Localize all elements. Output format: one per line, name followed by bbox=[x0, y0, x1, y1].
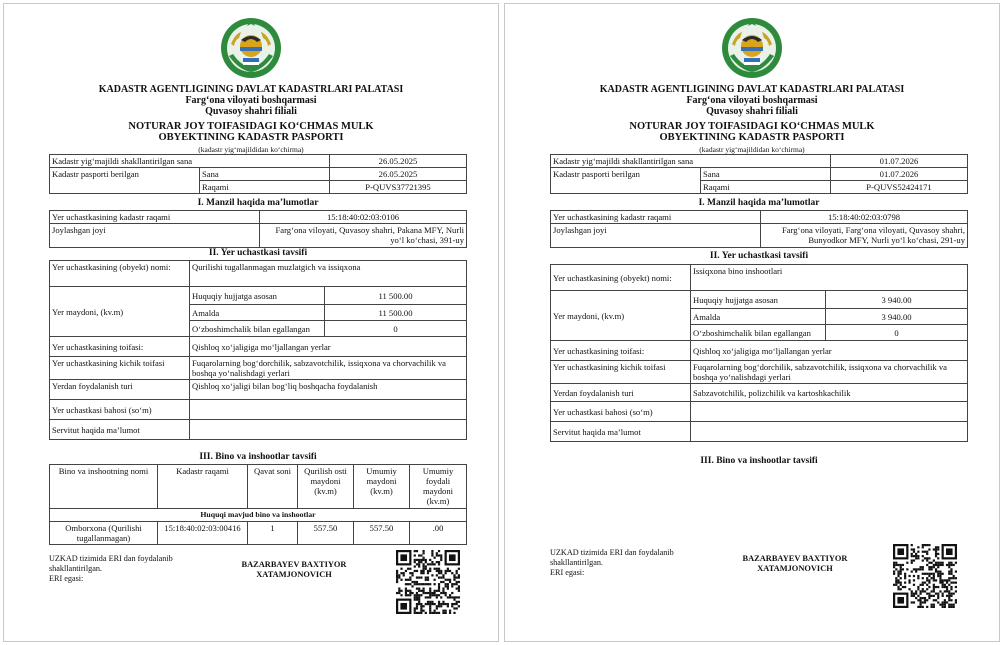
formed-date-value: 01.07.2026 bbox=[831, 155, 968, 168]
land-value-value bbox=[190, 400, 467, 420]
passport-number-label: Raqami bbox=[701, 181, 831, 194]
buildings-subheader: Huquqi mavjud bino va inshootlar bbox=[50, 509, 467, 522]
location-label: Joylashgan joyi bbox=[50, 224, 260, 248]
land-category-value: Qishloq xo‘jaligiga mo‘ljallangan yerlar bbox=[691, 341, 968, 361]
eri-note bbox=[49, 554, 199, 584]
document-header bbox=[505, 84, 999, 155]
buildings-header-floors: Qavat soni bbox=[248, 465, 298, 509]
passport-number-value: P-QUVS37721395 bbox=[330, 181, 467, 194]
building-footprint: 557.50 bbox=[298, 522, 354, 545]
buildings-table bbox=[49, 464, 467, 545]
land-use-value: Sabzavotchilik, polizchilik va kartoshkachilik bbox=[691, 384, 968, 402]
self-occupied-label: O‘zboshimchalik bilan egallangan bbox=[190, 321, 325, 337]
document-header bbox=[4, 84, 498, 155]
passport-number-label: Raqami bbox=[200, 181, 330, 194]
buildings-header-cadastre: Kadastr raqami bbox=[158, 465, 248, 509]
building-useful-area: .00 bbox=[410, 522, 467, 545]
actual-area-label: Amalda bbox=[190, 305, 325, 321]
buildings-header-footprint: Qurilish osti maydoni (kv.m) bbox=[298, 465, 354, 509]
object-name-value: Issiqxona bino inshootlari bbox=[691, 265, 968, 291]
document-subtitle: (kadastr yig‘majildidan ko‘chirma) bbox=[699, 145, 805, 154]
servitude-label: Servitut haqida ma’lumot bbox=[551, 422, 691, 442]
legal-area-label: Huquqiy hujjatga asosan bbox=[190, 287, 325, 305]
land-subcategory-label: Yer uchastkasining kichik toifasi bbox=[50, 357, 190, 380]
legal-area-value: 3 940.00 bbox=[826, 291, 968, 309]
signer-line2: XATAMJONOVICH bbox=[757, 564, 833, 573]
location-value: Farg‘ona viloyati, Farg‘ona viloyati, Quvasoy shahri, Bunyodkor MFY, Nurli yo‘l ko‘chasi, 291-uy bbox=[761, 224, 968, 248]
document-subtitle: (kadastr yig‘majildidan ko‘chirma) bbox=[198, 145, 304, 154]
cadastral-number-label: Yer uchastkasining kadastr raqami bbox=[551, 211, 761, 224]
qr-code-icon bbox=[396, 550, 460, 614]
object-name-label: Yer uchastkasining (obyekt) nomi: bbox=[551, 265, 691, 291]
object-name-label: Yer uchastkasining (obyekt) nomi: bbox=[50, 261, 190, 287]
self-occupied-label: O‘zboshimchalik bilan egallangan bbox=[691, 325, 826, 341]
document-title-line2: OBYEKTINING KADASTR PASPORTI bbox=[158, 132, 344, 143]
signer-name bbox=[229, 560, 359, 580]
qr-code-icon bbox=[893, 544, 957, 608]
section1-title: I. Manzil haqida ma’lumotlar bbox=[197, 198, 319, 208]
meta-table bbox=[49, 154, 467, 194]
document-title-line1: NOTURAR JOY TOIFASIDAGI KO‘CHMAS MULK bbox=[629, 121, 875, 132]
issued-label: Kadastr pasporti berilgan bbox=[50, 168, 200, 194]
branch-name: Quvasoy shahri filiali bbox=[205, 106, 297, 117]
land-value-label: Yer uchastkasi bahosi (so‘m) bbox=[551, 402, 691, 422]
land-subcategory-value: Fuqarolarning bog‘dorchilik, sabzavotchilik, issiqxona va chorvachilik va boshqa yo‘nalishdagi yerlari bbox=[190, 357, 467, 380]
issue-date-value: 26.05.2025 bbox=[330, 168, 467, 181]
state-emblem-icon bbox=[219, 16, 283, 80]
document-title-line2: OBYEKTINING KADASTR PASPORTI bbox=[659, 132, 845, 143]
legal-area-value: 11 500.00 bbox=[325, 287, 467, 305]
eri-note-text: UZKAD tizimida ERI dan foydalanib shakllantirilgan. bbox=[49, 554, 173, 573]
eri-owner-label: ERI egasi: bbox=[49, 574, 84, 583]
servitude-value bbox=[691, 422, 968, 442]
self-occupied-value: 0 bbox=[325, 321, 467, 337]
actual-area-value: 11 500.00 bbox=[325, 305, 467, 321]
section2-title: II. Yer uchastkasi tavsifi bbox=[709, 251, 809, 261]
signer-name bbox=[730, 554, 860, 574]
location-value: Farg‘ona viloyati, Quvasoy shahri, Pakana MFY, Nurli yo‘l ko‘chasi, 391-uy bbox=[260, 224, 467, 248]
formed-date-label: Kadastr yig‘majildi shakllantirilgan sana bbox=[50, 155, 330, 168]
buildings-header-useful-area: Umumiy foydali maydoni (kv.m) bbox=[410, 465, 467, 509]
land-use-label: Yerdan foydalanish turi bbox=[50, 380, 190, 400]
table-row bbox=[50, 522, 467, 545]
signer-line1: BAZARBAYEV BAXTIYOR bbox=[241, 560, 347, 569]
section3-title: III. Bino va inshootlar tavsifi bbox=[700, 456, 818, 466]
self-occupied-value: 0 bbox=[826, 325, 968, 341]
eri-note bbox=[550, 548, 700, 578]
passport-number-value: P-QUVS52424171 bbox=[831, 181, 968, 194]
issue-date-value: 01.07.2026 bbox=[831, 168, 968, 181]
cadastral-number-label: Yer uchastkasining kadastr raqami bbox=[50, 211, 260, 224]
section2-title: II. Yer uchastkasi tavsifi bbox=[208, 248, 308, 258]
area-label: Yer maydoni, (kv.m) bbox=[50, 287, 190, 337]
land-category-label: Yer uchastkasining toifasi: bbox=[50, 337, 190, 357]
meta-table bbox=[550, 154, 968, 194]
address-table bbox=[550, 210, 968, 248]
section1-title: I. Manzil haqida ma’lumotlar bbox=[698, 198, 820, 208]
land-category-label: Yer uchastkasining toifasi: bbox=[551, 341, 691, 361]
formed-date-label: Kadastr yig‘majildi shakllantirilgan sana bbox=[551, 155, 831, 168]
buildings-header-total-area: Umumiy maydoni (kv.m) bbox=[354, 465, 410, 509]
servitude-value bbox=[190, 420, 467, 440]
actual-area-label: Amalda bbox=[691, 309, 826, 325]
issued-label: Kadastr pasporti berilgan bbox=[551, 168, 701, 194]
object-name-value: Qurilishi tugallanmagan muzlatgich va issiqxona bbox=[190, 261, 467, 287]
issue-date-label: Sana bbox=[200, 168, 330, 181]
land-subcategory-value: Fuqarolarning bog‘dorchilik, sabzavotchilik, issiqxona va chorvachilik va boshqa yo‘nalishdagi yerlari bbox=[691, 361, 968, 384]
land-description-table bbox=[49, 260, 467, 440]
building-name: Omborxona (Qurilishi tugallanmagan) bbox=[50, 522, 158, 545]
actual-area-value: 3 940.00 bbox=[826, 309, 968, 325]
land-value-label: Yer uchastkasi bahosi (so‘m) bbox=[50, 400, 190, 420]
building-floors: 1 bbox=[248, 522, 298, 545]
region-name: Farg‘ona viloyati boshqarmasi bbox=[686, 95, 818, 106]
land-use-value: Qishloq xo‘jaligi bilan bog‘liq boshqacha foydalanish bbox=[190, 380, 467, 400]
agency-name: KADASTR AGENTLIGINING DAVLAT KADASTRLARI PALATASI bbox=[599, 84, 905, 95]
buildings-header-name: Bino va inshootning nomi bbox=[50, 465, 158, 509]
land-use-label: Yerdan foydalanish turi bbox=[551, 384, 691, 402]
formed-date-value: 26.05.2025 bbox=[330, 155, 467, 168]
land-value-value bbox=[691, 402, 968, 422]
land-category-value: Qishloq xo‘jaligiga mo‘ljallangan yerlar bbox=[190, 337, 467, 357]
agency-name: KADASTR AGENTLIGINING DAVLAT KADASTRLARI PALATASI bbox=[98, 84, 404, 95]
address-table bbox=[49, 210, 467, 248]
signer-line1: BAZARBAYEV BAXTIYOR bbox=[742, 554, 848, 563]
region-name: Farg‘ona viloyati boshqarmasi bbox=[185, 95, 317, 106]
area-label: Yer maydoni, (kv.m) bbox=[551, 291, 691, 341]
legal-area-label: Huquqiy hujjatga asosan bbox=[691, 291, 826, 309]
state-emblem-icon bbox=[720, 16, 784, 80]
location-label: Joylashgan joyi bbox=[551, 224, 761, 248]
building-total-area: 557.50 bbox=[354, 522, 410, 545]
land-subcategory-label: Yer uchastkasining kichik toifasi bbox=[551, 361, 691, 384]
servitude-label: Servitut haqida ma’lumot bbox=[50, 420, 190, 440]
building-cadastre: 15:18:40:02:03:00416 bbox=[158, 522, 248, 545]
issue-date-label: Sana bbox=[701, 168, 831, 181]
land-description-table bbox=[550, 264, 968, 442]
passport-page-1 bbox=[3, 3, 499, 642]
passport-page-2 bbox=[504, 3, 1000, 642]
cadastral-number-value: 15:18:40:02:03:0798 bbox=[761, 211, 968, 224]
eri-owner-label: ERI egasi: bbox=[550, 568, 585, 577]
branch-name: Quvasoy shahri filiali bbox=[706, 106, 798, 117]
eri-note-text: UZKAD tizimida ERI dan foydalanib shakllantirilgan. bbox=[550, 548, 674, 567]
document-title-line1: NOTURAR JOY TOIFASIDAGI KO‘CHMAS MULK bbox=[128, 121, 374, 132]
cadastral-number-value: 15:18:40:02:03:0106 bbox=[260, 211, 467, 224]
section3-title: III. Bino va inshootlar tavsifi bbox=[199, 452, 317, 462]
signer-line2: XATAMJONOVICH bbox=[256, 570, 332, 579]
